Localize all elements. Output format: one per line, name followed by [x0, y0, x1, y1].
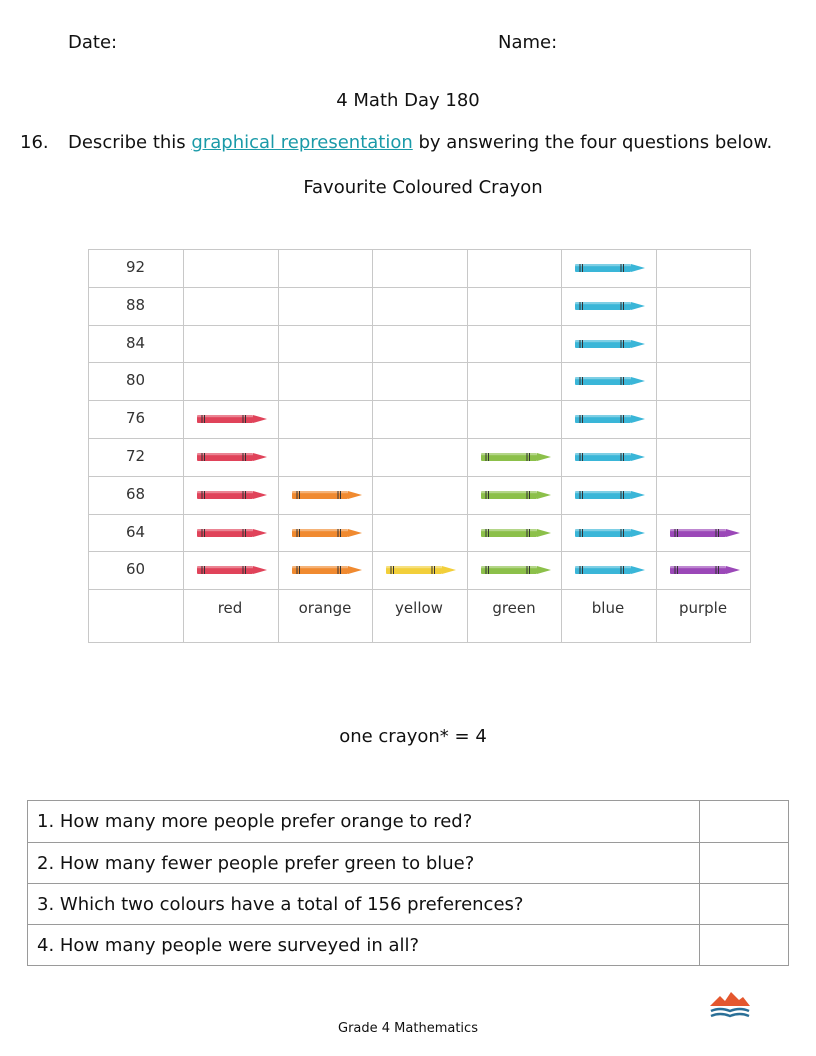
crayon-green: [481, 527, 551, 539]
crayon-blue: [575, 489, 645, 501]
crayon-orange: [292, 527, 362, 539]
crayon-purple: [670, 564, 740, 576]
question-row: [28, 842, 788, 884]
chart-title: Favourite Coloured Crayon: [303, 177, 543, 198]
grid-line-vertical: [467, 249, 468, 643]
question-row: [28, 924, 788, 966]
crayon-red: [197, 489, 267, 501]
question-row: [28, 883, 788, 925]
category-label-green: green: [492, 599, 536, 617]
grid-line-horizontal: [88, 589, 751, 590]
grid-line-vertical: [561, 249, 562, 643]
grid-line-horizontal: [88, 325, 751, 326]
grid-line-horizontal: [88, 362, 751, 363]
y-tick-label: 76: [125, 409, 146, 427]
question-row: [28, 801, 788, 842]
y-tick-label: 80: [125, 371, 146, 389]
questions-table: [27, 800, 789, 966]
crayon-orange: [292, 564, 362, 576]
category-label-orange: orange: [298, 599, 352, 617]
crayon-blue: [575, 375, 645, 387]
crayon-red: [197, 413, 267, 425]
pictograph-chart: [88, 249, 751, 643]
crayon-red: [197, 564, 267, 576]
crayon-green: [481, 564, 551, 576]
mountain-book-logo-icon: [708, 990, 752, 1022]
graphical-representation-link[interactable]: graphical representation: [191, 132, 413, 153]
grid-line-horizontal: [88, 287, 751, 288]
chart-key: one crayon* = 4: [339, 726, 487, 747]
y-tick-label: 84: [125, 334, 146, 352]
y-tick-label: 68: [125, 485, 146, 503]
y-tick-label: 64: [125, 523, 146, 541]
name-label: Name:: [498, 32, 558, 53]
category-label-purple: purple: [678, 599, 728, 617]
answer-cell-3[interactable]: [699, 884, 789, 925]
crayon-orange: [292, 489, 362, 501]
crayon-blue: [575, 527, 645, 539]
crayon-blue: [575, 300, 645, 312]
y-tick-label: 60: [125, 560, 146, 578]
grid-line-vertical: [372, 249, 373, 643]
crayon-blue: [575, 338, 645, 350]
grid-line-horizontal: [88, 438, 751, 439]
answer-cell-4[interactable]: [699, 925, 789, 966]
question-4-text: 4. How many people were surveyed in all?: [37, 935, 420, 956]
question-1-text: 1. How many more people prefer orange to red?: [37, 811, 473, 832]
crayon-yellow: [386, 564, 456, 576]
grid-line-vertical: [750, 249, 751, 643]
category-label-blue: blue: [591, 599, 625, 617]
grid-line-horizontal: [88, 551, 751, 552]
crayon-red: [197, 527, 267, 539]
crayon-red: [197, 451, 267, 463]
crayon-blue: [575, 451, 645, 463]
category-label-red: red: [217, 599, 243, 617]
y-tick-label: 88: [125, 296, 146, 314]
question-number: 16.: [20, 132, 49, 153]
crayon-blue: [575, 564, 645, 576]
crayon-blue: [575, 262, 645, 274]
grid-line-horizontal: [88, 400, 751, 401]
y-tick-label: 72: [125, 447, 146, 465]
crayon-green: [481, 451, 551, 463]
grid-line-horizontal: [88, 642, 751, 643]
grid-line-vertical: [278, 249, 279, 643]
grid-line-horizontal: [88, 476, 751, 477]
sheet-title: 4 Math Day 180: [336, 90, 480, 111]
crayon-purple: [670, 527, 740, 539]
y-tick-label: 92: [125, 258, 146, 276]
grid-line-vertical: [183, 249, 184, 643]
category-label-yellow: yellow: [395, 599, 443, 617]
answer-cell-2[interactable]: [699, 843, 789, 884]
question-3-text: 3. Which two colours have a total of 156 preferences?: [37, 894, 524, 915]
grid-line-vertical: [656, 249, 657, 643]
answer-cell-1[interactable]: [699, 801, 789, 842]
grid-line-horizontal: [88, 249, 751, 250]
grid-line-horizontal: [88, 514, 751, 515]
question-text: [68, 132, 772, 153]
date-label: Date:: [68, 32, 118, 53]
crayon-green: [481, 489, 551, 501]
footer-text: Grade 4 Mathematics: [338, 1021, 478, 1036]
question-2-text: 2. How many fewer people prefer green to blue?: [37, 853, 475, 874]
crayon-blue: [575, 413, 645, 425]
question-suffix: by answering the four questions below.: [412, 132, 773, 153]
question-prefix: Describe this: [68, 132, 192, 153]
